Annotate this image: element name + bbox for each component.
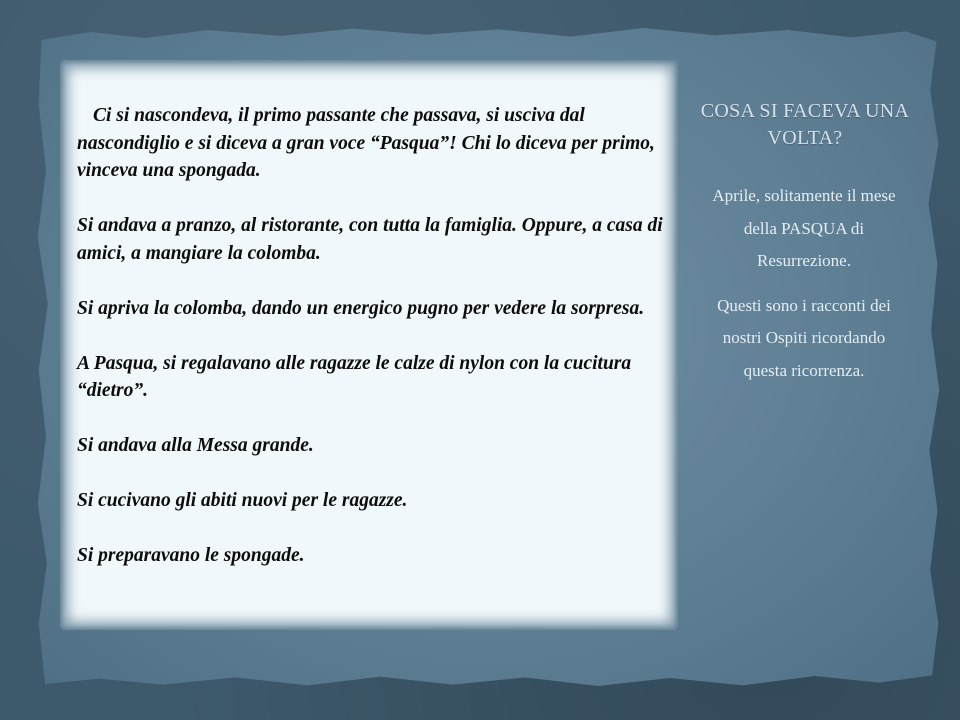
- paragraph-stockings: A Pasqua, si regalavano alle ragazze le calze di nylon con la cucitura “dietro”.: [77, 352, 632, 401]
- paragraph-lunch: Si andava a pranzo, al ristorante, con tutta la famiglia. Oppure, a casa di amici, a mangiare la colomba.: [77, 215, 663, 264]
- side-paragraph-stories: Questi sono i racconti dei nostri Ospiti ricordando questa ricorrenza.: [717, 295, 891, 380]
- side-text: [706, 180, 902, 399]
- paragraph-colomba: Si apriva la colomba, dando un energico pugno per vedere la sorpresa.: [77, 297, 645, 319]
- paragraph-mass: Si andava alla Messa grande.: [77, 435, 314, 456]
- paragraph-clothes: Si cucivano gli abiti nuovi per le ragazze.: [77, 490, 408, 511]
- paragraph-spongade: Si preparavano le spongade.: [77, 545, 305, 566]
- main-text: [77, 102, 675, 597]
- side-title: COSA SI FACEVA UNA VOLTA?: [700, 100, 910, 149]
- paragraph-hiding: Ci si nascondeva, il primo passante che passava, si usciva dal nascondiglio e si diceva a gran voce “Pasqua”! Chi lo diceva per primo, vinceva una spongada.: [77, 105, 655, 181]
- side-paragraph-april: Aprile, solitamente il mese della PASQUA di Resurrezione.: [712, 186, 896, 270]
